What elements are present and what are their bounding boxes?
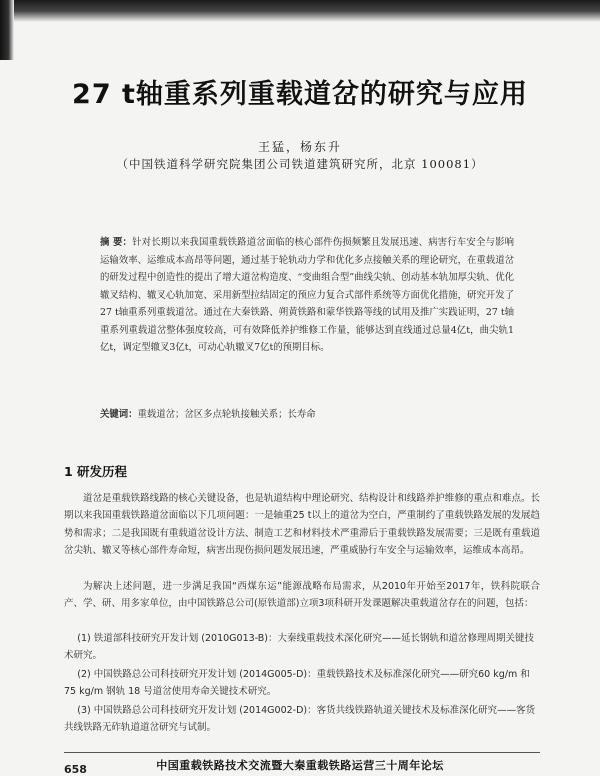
authors: 王猛，杨东升 — [257, 140, 342, 154]
list-item: (3) 中国铁路总公司科技研究开发计划 (2014G002-D)：客货共线铁路轨道关键技术及标准深化研究——客货共线铁路无砟轨道道岔研究与试制。 — [64, 705, 536, 734]
list-item: (1) 铁道部科技研究开发计划 (2010G013-B)：大秦线重载技术深化研究——延长钢轨和道岔修理周期关键技术研究。 — [64, 633, 534, 662]
body-paragraph-2: 为解决上述问题，进一步满足我国“西煤东运”能源战略布局需求，从2010年开始至2017年，铁科院联合产、学、研、用多家单位，由中国铁路总公司(原铁道部)立项3项科研开发课题解决重载道岔存在的问题，包括： — [64, 581, 540, 610]
scan-shadow-top — [14, 0, 600, 22]
page-number: 658 — [64, 763, 87, 776]
affiliation: （中国铁道科学研究院集团公司铁道建筑研究所，北京 100081） — [116, 157, 484, 171]
keywords-label: 关键词： — [100, 409, 138, 420]
list-item: (2) 中国铁路总公司科技研究开发计划 (2014G005-D)：重载铁路技术及标准深化研究——研究60 kg/m 和 75 kg/m 钢轨 18 号道岔使用寿命关键技术研究。 — [64, 669, 530, 698]
section-heading: 1 研发历程 — [64, 464, 128, 479]
scan-shadow-left — [0, 0, 14, 60]
keywords-text: 重载道岔；岔区多点轮轨接触关系；长寿命 — [137, 409, 316, 420]
abstract-label: 摘 要： — [100, 237, 133, 248]
body-paragraph-1: 道岔是重载铁路线路的核心关键设备，也是轨道结构中理论研究、结构设计和线路养护维修的重点和难点。长期以来我国重载铁路道岔面临以下几项问题：一是轴重25 t以上的道岔为空白，严重制约了重载铁路发展的发展趋势和需求；二是我国既有重载道岔设计方法、制造工艺和材料技术严重滞后于重载铁路发展需要；三是既有重载道岔尖轨、辙叉等核心部件寿命短，病害出现伤损问题发展迅速，严重威胁行车安全与运输效率，运维成本高昂。 — [64, 493, 540, 556]
abstract-text: 针对长期以来我国重载铁路道岔面临的核心部件伤损频繁且发展迅速、病害行车安全与影响运输效率、运维成本高昂等问题，通过基于轮轨动力学和优化多点接触关系的理论研究，在重载道岔的研发过程中创造性的提出了增大道岔构造度、“变曲组合型”曲线尖轨、创动基本轨加厚尖轨、优化辙叉结构、辙叉心轨加宽、采用新型拉结固定的预应力复合式部件系统等方面优化措施，研究开发了27 t轴重系列重载道岔。通过在大秦铁路、朔黄铁路和蒙华铁路等线的试用及推广实践证明，27 t轴重系列重载道岔整体强度较高，可有效降低养护维修工作量，能够达到直线通过总量4亿t，曲尖轨1亿t，调定型辙叉3亿t，可动心轨辙叉7亿t的预期目标。 — [100, 237, 515, 353]
paper-title: 27 t轴重系列重载道岔的研究与应用 — [72, 79, 528, 110]
footer-title: 中国重载铁路技术交流暨大秦重载铁路运营三十周年论坛 — [156, 759, 444, 772]
footer-rule — [64, 752, 540, 753]
keywords — [100, 406, 514, 423]
abstract — [100, 234, 514, 357]
